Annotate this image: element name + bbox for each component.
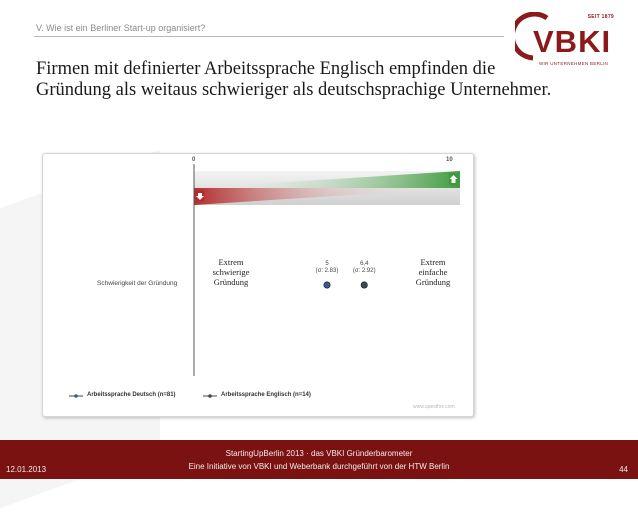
logo-since: SEIT 1879 [587, 14, 614, 20]
left-pole-line-3: Gründung [213, 277, 249, 287]
legend-label-englisch: Arbeitssprache Englisch (n=14) [221, 392, 311, 398]
title-line-1: Firmen mit definierter Arbeitssprache Englisch empfinden die [36, 59, 496, 79]
right-pole-label [398, 257, 468, 287]
legend-label-deutsch: Arbeitssprache Deutsch (n=81) [87, 392, 176, 398]
row-label: Schwierigkeit der Gründung [97, 280, 178, 287]
arrow-up-icon [449, 173, 458, 185]
footer-page-number: 44 [619, 465, 628, 474]
footer-line-1: StartingUpBerlin 2013 · das VBKI Gründerbarometer [225, 449, 413, 458]
header-rule [34, 36, 504, 37]
right-pole-line-1: Extrem [420, 257, 446, 267]
footer [0, 440, 638, 479]
arrow-down-icon [196, 190, 204, 201]
footer-date: 12.01.2013 [6, 465, 47, 474]
left-pole-line-1: Extrem [218, 257, 244, 267]
section-label: V. Wie ist ein Berliner Start-up organisiert? [36, 23, 206, 33]
logo-name: VBKI [533, 24, 612, 59]
legend-marker-englisch [203, 394, 217, 398]
value-number-1: 6,4 [360, 261, 369, 267]
data-point-0 [324, 282, 330, 288]
legend-marker-deutsch [69, 394, 83, 398]
scale-min-label: 0 [192, 157, 196, 163]
value-number-0: 5 [325, 261, 329, 267]
page-title [36, 59, 576, 101]
value-sigma-1: (σ: 2.92) [352, 268, 376, 274]
value-label-0 [307, 261, 347, 275]
watermark: www.questfox.com [413, 404, 455, 410]
dot-layer [324, 282, 368, 288]
right-pole-line-3: Gründung [415, 277, 451, 287]
value-label-1 [344, 261, 384, 275]
left-pole-line-2: schwierige [212, 267, 250, 277]
chart-panel [42, 153, 474, 417]
right-pole-line-2: einfache [418, 267, 448, 277]
scale-max-label: 10 [446, 157, 453, 163]
footer-line-2: Eine Initiative von VBKI und Weberbank durchgeführt von der HTW Berlin [188, 462, 450, 471]
data-point-1 [361, 282, 367, 288]
title-line-2: Gründung als weitaus schwieriger als deutschsprachige Unternehmer. [36, 80, 552, 100]
value-sigma-0: (σ: 2.83) [315, 268, 339, 274]
left-pole-label [196, 257, 266, 287]
logo-tagline: WIR UNTERNEHMEN BERLIN [539, 61, 609, 66]
